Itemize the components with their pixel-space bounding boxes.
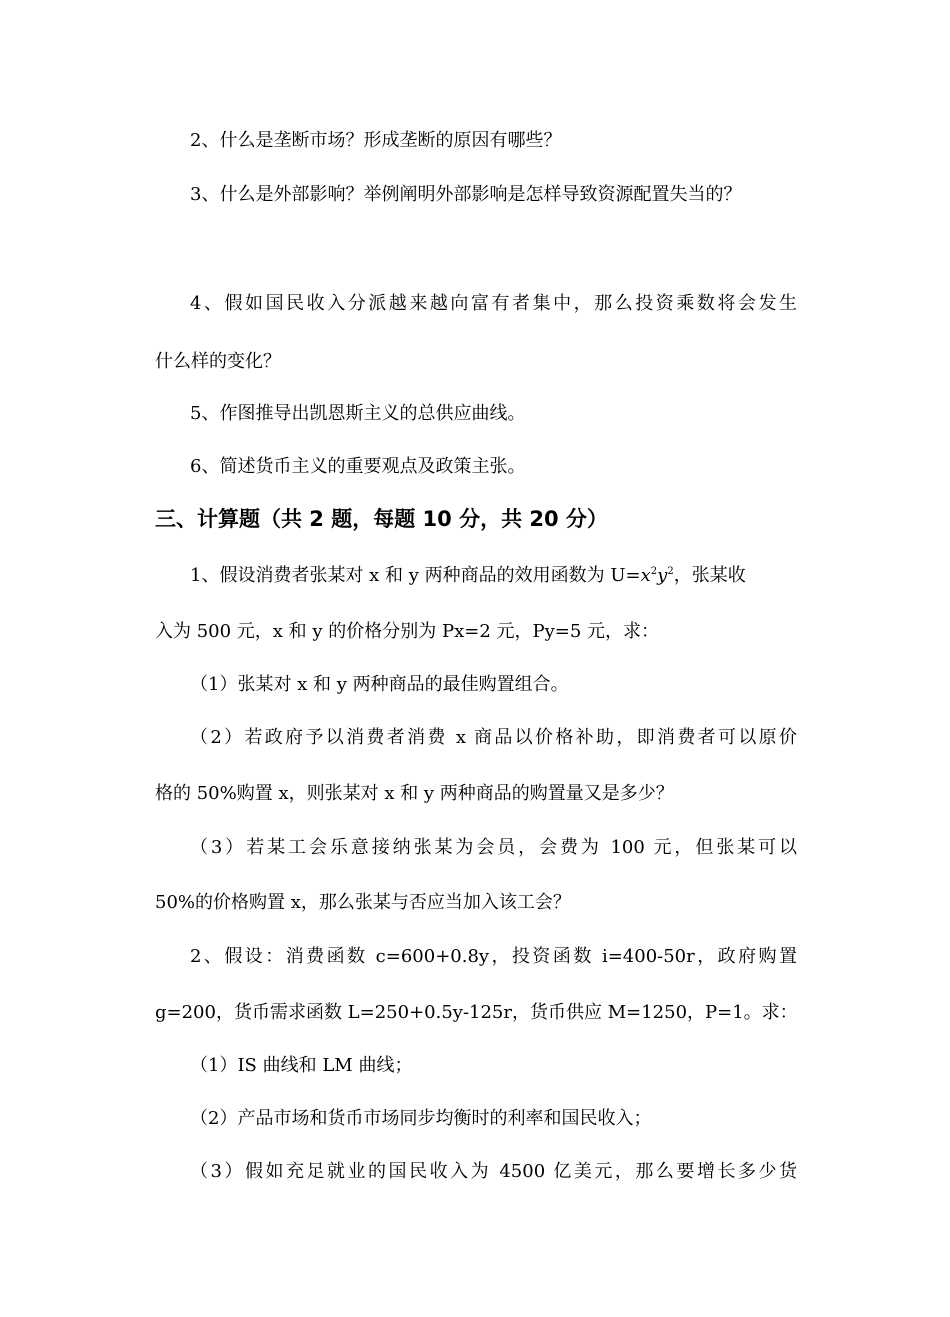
- question-2-3: 3、什么是外部影响？举例阐明外部影响是怎样导致资源配置失当的？: [190, 184, 742, 205]
- calc-1-line1-post: ，张某收: [673, 565, 746, 586]
- exponent-y: 2: [667, 566, 674, 577]
- var-y: y: [657, 565, 668, 586]
- exponent-x: 2: [650, 566, 658, 577]
- calc-1-part3-line1: （3）若某工会乐意接纳张某为会员，会费为 100 元，但张某可以: [190, 837, 797, 858]
- calc-1-part1: （1）张某对 x 和 y 两种商品的最佳购置组合。: [190, 674, 569, 695]
- question-2-4-line1: 4、假如国民收入分派越来越向富有者集中，那么投资乘数将会发生: [190, 293, 797, 314]
- calc-2-part3: （3）假如充足就业的国民收入为 4500 亿美元，那么要增长多少货: [190, 1161, 797, 1182]
- section-3-title: 三、计算题（共 2 题，每题 10 分，共 20 分）: [155, 507, 608, 531]
- calc-1-part3-line2: 50%的价格购置 x，那么张某与否应当加入该工会？: [155, 892, 571, 913]
- calc-2-part1: （1）IS 曲线和 LM 曲线；: [190, 1055, 413, 1076]
- calc-1-line1: [190, 564, 746, 588]
- var-x: x: [640, 565, 651, 586]
- calc-1-part2-line1: （2）若政府予以消费者消费 x 商品以价格补助，即消费者可以原价: [190, 727, 797, 748]
- calc-2-line1: 2、假设：消费函数 c=600+0.8y，投资函数 i=400-50r，政府购置: [190, 946, 797, 967]
- calc-1-line2: 入为 500 元，x 和 y 的价格分别为 Px=2 元，Py=5 元，求：: [155, 621, 660, 642]
- question-2-5: 5、作图推导出凯恩斯主义的总供应曲线。: [190, 403, 526, 424]
- calc-2-part2: （2）产品市场和货币市场同步均衡时的利率和国民收入；: [190, 1108, 652, 1129]
- question-2-6: 6、简述货币主义的重要观点及政策主张。: [190, 456, 526, 477]
- question-2-2: 2、什么是垄断市场？形成垄断的原因有哪些？: [190, 130, 562, 151]
- calc-1-part2-line2: 格的 50%购置 x，则张某对 x 和 y 两种商品的购置量又是多少？: [155, 783, 674, 804]
- calc-1-line1-pre: 1、假设消费者张某对 x 和 y 两种商品的效用函数为 U=: [190, 565, 641, 586]
- calc-2-line2: g=200，货币需求函数 L=250+0.5y-125r，货币供应 M=1250，P=1。求：: [155, 1002, 798, 1023]
- question-2-4-line2: 什么样的变化？: [155, 351, 281, 372]
